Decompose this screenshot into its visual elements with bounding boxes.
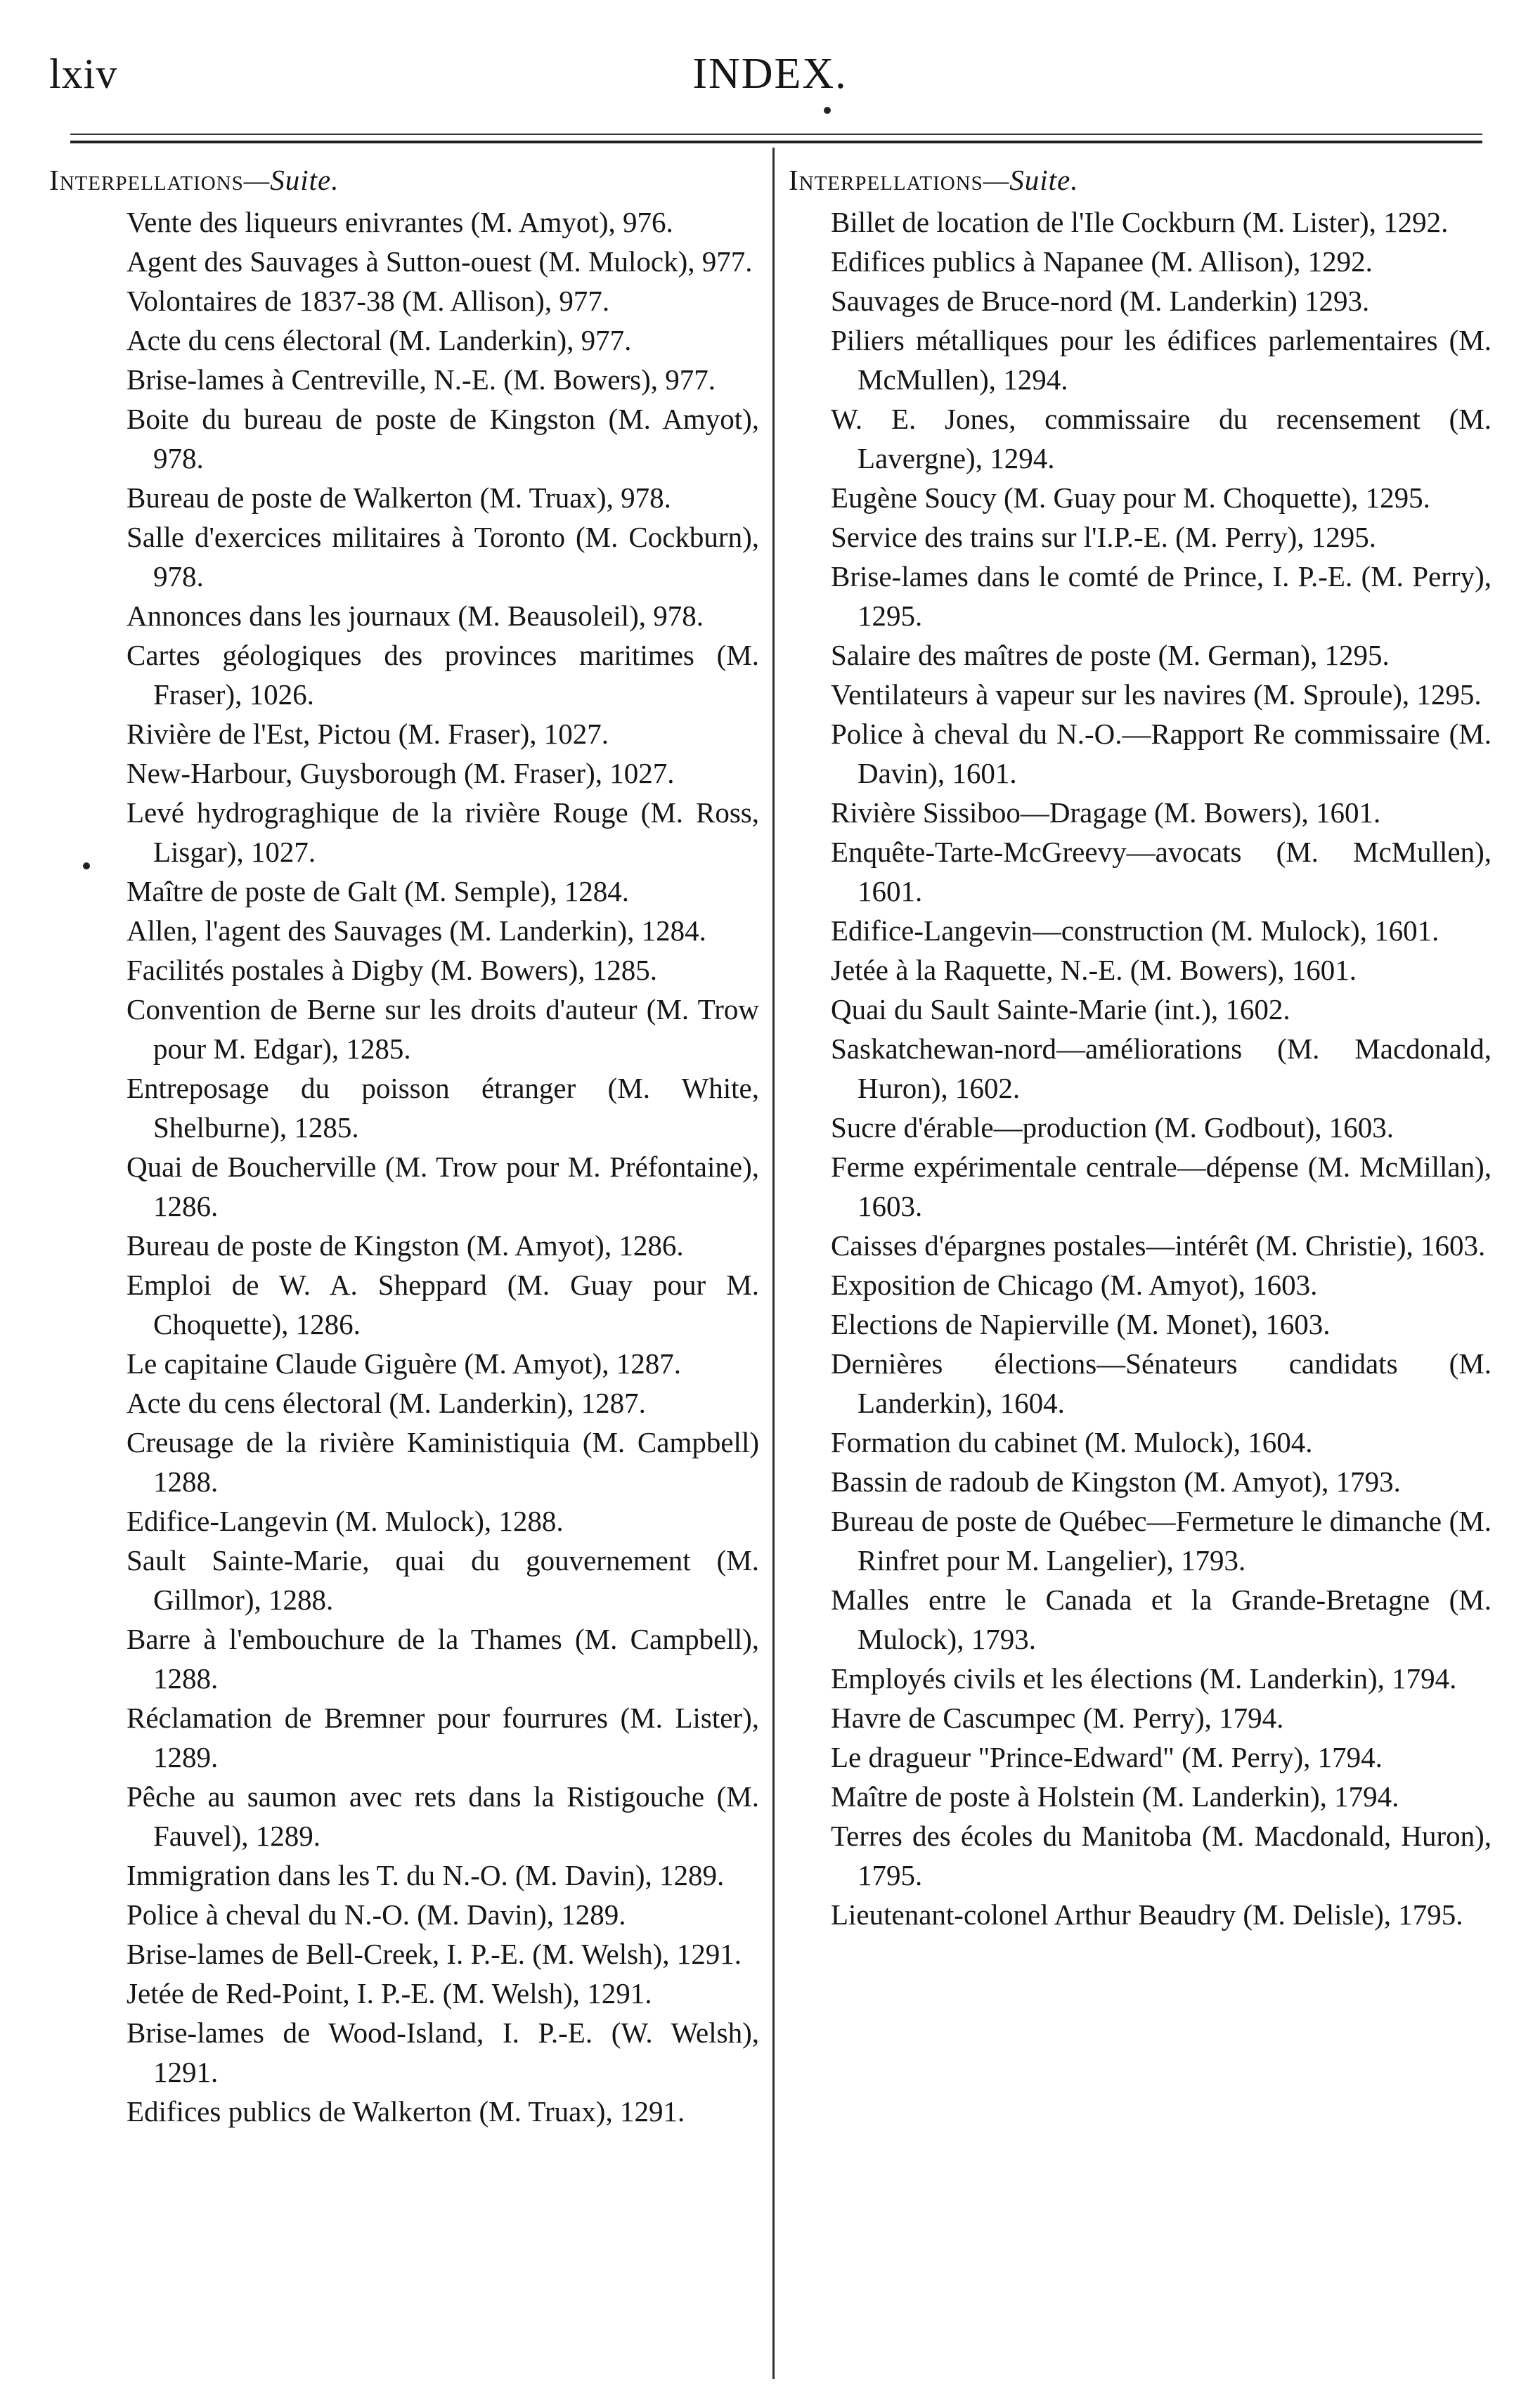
index-entry: Brise-lames de Bell-Creek, I. P.-E. (M. Welsh), 1291. xyxy=(127,1938,742,1970)
index-entry: Exposition de Chicago (M. Amyot), 1603. xyxy=(831,1269,1318,1301)
index-entry: Edifices publics à Napanee (M. Allison), 1292. xyxy=(831,245,1373,278)
index-entry: Rivière de l'Est, Pictou (M. Fraser), 1027. xyxy=(127,718,609,750)
index-entry: Enquête-Tarte-McGreevy—avocats (M. McMullen), 1601. xyxy=(831,836,1492,907)
index-entry: Salle d'exercices militaires à Toronto (M. Cockburn), 978. xyxy=(127,521,759,593)
index-entry: Levé hydrograghique de la rivière Rouge (M. Ross, Lisgar), 1027. xyxy=(127,796,759,868)
index-entry: Caisses d'épargnes postales—intérêt (M. Christie), 1603. xyxy=(831,1229,1486,1262)
index-entry: Brise-lames à Centreville, N.-E. (M. Bowers), 977. xyxy=(127,363,716,396)
index-entry: Quai de Boucherville (M. Trow pour M. Préfontaine), 1286. xyxy=(127,1151,759,1222)
index-entry: Malles entre le Canada et la Grande-Bretagne (M. Mulock), 1793. xyxy=(831,1584,1492,1655)
index-entry: Terres des écoles du Manitoba (M. Macdonald, Huron), 1795. xyxy=(831,1820,1492,1891)
index-entry: Billet de location de l'Ile Cockburn (M. Lister), 1292. xyxy=(831,206,1449,238)
index-entry: Piliers métalliques pour les édifices parlementaires (M. McMullen), 1294. xyxy=(831,324,1492,396)
index-entry: Brise-lames de Wood-Island, I. P.-E. (W. Welsh), 1291. xyxy=(127,2016,759,2088)
index-entry: Acte du cens électoral (M. Landerkin), 1287. xyxy=(127,1387,646,1419)
index-entry: Ventilateurs à vapeur sur les navires (M. Sproule), 1295. xyxy=(831,678,1482,711)
index-entry: Employés civils et les élections (M. Landerkin), 1794. xyxy=(831,1662,1457,1695)
index-entry: Rivière Sissiboo—Dragage (M. Bowers), 1601. xyxy=(831,796,1381,829)
index-entry: Maître de poste à Holstein (M. Landerkin), 1794. xyxy=(831,1780,1399,1813)
index-entry: Sauvages de Bruce-nord (M. Landerkin) 1293. xyxy=(831,285,1370,317)
index-entry: Sault Sainte-Marie, quai du gouvernement (M. Gillmor), 1288. xyxy=(127,1544,759,1616)
index-entry: Cartes géologiques des provinces maritimes (M. Fraser), 1026. xyxy=(127,639,759,711)
column-heading xyxy=(49,160,759,200)
index-entry: Lieutenant-colonel Arthur Beaudry (M. Delisle), 1795. xyxy=(831,1898,1463,1931)
index-entry: Edifice-Langevin (M. Mulock), 1288. xyxy=(127,1505,564,1537)
index-entry: Police à cheval du N.-O. (M. Davin), 1289. xyxy=(127,1898,626,1931)
page-number: lxiv xyxy=(49,51,118,97)
heading-main: Interpellations xyxy=(789,164,983,196)
index-entry: New-Harbour, Guysborough (M. Fraser), 1027. xyxy=(127,757,675,789)
index-entry: Immigration dans les T. du N.-O. (M. Davin), 1289. xyxy=(127,1859,725,1891)
index-entry: Le dragueur "Prince-Edward" (M. Perry), 1794. xyxy=(831,1741,1383,1773)
index-entry: Pêche au saumon avec rets dans la Ristigouche (M. Fauvel), 1289. xyxy=(127,1780,759,1852)
header-rule-thick xyxy=(70,141,1482,143)
index-entry: Sucre d'érable—production (M. Godbout), 1603. xyxy=(831,1111,1395,1144)
index-entry: Creusage de la rivière Kaministiquia (M. Campbell) 1288. xyxy=(127,1426,759,1498)
index-entry: Saskatchewan-nord—améliorations (M. Macdonald, Huron), 1602. xyxy=(831,1032,1492,1104)
ink-dot xyxy=(824,107,831,114)
index-entry: Bassin de radoub de Kingston (M. Amyot), 1793. xyxy=(831,1465,1401,1498)
index-entry: Bureau de poste de Québec—Fermeture le dimanche (M. Rinfret pour M. Langelier), 1793. xyxy=(831,1505,1492,1577)
index-entry: Jetée de Red-Point, I. P.-E. (M. Welsh), 1291. xyxy=(127,1977,652,2009)
index-entry: Quai du Sault Sainte-Marie (int.), 1602. xyxy=(831,993,1290,1025)
index-entry: Facilités postales à Digby (M. Bowers), 1285. xyxy=(127,954,657,986)
heading-main: Interpellations xyxy=(49,164,244,196)
header-rule-thin xyxy=(70,134,1482,135)
page-title: INDEX. xyxy=(692,50,848,98)
index-entry: Maître de poste de Galt (M. Semple), 1284. xyxy=(127,875,630,907)
index-entry: Boite du bureau de poste de Kingston (M. Amyot), 978. xyxy=(127,403,759,474)
heading-suffix: —Suite. xyxy=(243,164,339,196)
entry-list xyxy=(49,202,759,2131)
index-entry: Havre de Cascumpec (M. Perry), 1794. xyxy=(831,1702,1284,1734)
index-entry: Police à cheval du N.-O.—Rapport Re commissaire (M. Davin), 1601. xyxy=(831,718,1492,789)
entry-list xyxy=(789,202,1492,1934)
index-entry: Le capitaine Claude Giguère (M. Amyot), 1287. xyxy=(127,1347,682,1380)
index-entry: Convention de Berne sur les droits d'auteur (M. Trow pour M. Edgar), 1285. xyxy=(127,993,759,1065)
index-entry: W. E. Jones, commissaire du recensement (M. Lavergne), 1294. xyxy=(831,403,1492,474)
index-entry: Allen, l'agent des Sauvages (M. Landerkin), 1284. xyxy=(127,914,706,947)
index-entry: Elections de Napierville (M. Monet), 1603. xyxy=(831,1308,1331,1340)
index-entry: Eugène Soucy (M. Guay pour M. Choquette), 1295. xyxy=(831,481,1430,514)
index-entry: Ferme expérimentale centrale—dépense (M. McMillan), 1603. xyxy=(831,1151,1492,1222)
column-heading xyxy=(789,160,1492,200)
index-entry: Service des trains sur l'I.P.-E. (M. Perry), 1295. xyxy=(831,521,1376,553)
index-entry: Agent des Sauvages à Sutton-ouest (M. Mulock), 977. xyxy=(127,245,753,278)
index-entry: Jetée à la Raquette, N.-E. (M. Bowers), 1601. xyxy=(831,954,1357,986)
index-entry: Barre à l'embouchure de la Thames (M. Campbell), 1288. xyxy=(127,1623,759,1695)
left-column xyxy=(49,160,759,2131)
index-entry: Entreposage du poisson étranger (M. White, Shelburne), 1285. xyxy=(127,1072,759,1144)
index-entry: Formation du cabinet (M. Mulock), 1604. xyxy=(831,1426,1313,1458)
index-entry: Emploi de W. A. Sheppard (M. Guay pour M. Choquette), 1286. xyxy=(127,1269,759,1340)
index-entry: Brise-lames dans le comté de Prince, I. P.-E. (M. Perry), 1295. xyxy=(831,560,1492,632)
index-entry: Dernières élections—Sénateurs candidats (M. Landerkin), 1604. xyxy=(831,1347,1492,1419)
index-entry: Salaire des maîtres de poste (M. German), 1295. xyxy=(831,639,1390,671)
index-entry: Vente des liqueurs enivrantes (M. Amyot), 976. xyxy=(127,206,673,238)
index-entry: Acte du cens électoral (M. Landerkin), 977. xyxy=(127,324,632,356)
index-entry: Edifices publics de Walkerton (M. Truax), 1291. xyxy=(127,2095,685,2128)
index-entry: Bureau de poste de Walkerton (M. Truax), 978. xyxy=(127,481,671,514)
index-entry: Volontaires de 1837-38 (M. Allison), 977. xyxy=(127,285,610,317)
index-entry: Réclamation de Bremner pour fourrures (M. Lister), 1289. xyxy=(127,1702,759,1773)
index-entry: Edifice-Langevin—construction (M. Mulock), 1601. xyxy=(831,914,1439,947)
right-column xyxy=(789,160,1492,1934)
column-divider xyxy=(772,148,775,2379)
index-entry: Annonces dans les journaux (M. Beausoleil), 978. xyxy=(127,600,704,632)
index-entry: Bureau de poste de Kingston (M. Amyot), 1286. xyxy=(127,1229,684,1262)
heading-suffix: —Suite. xyxy=(983,164,1079,196)
